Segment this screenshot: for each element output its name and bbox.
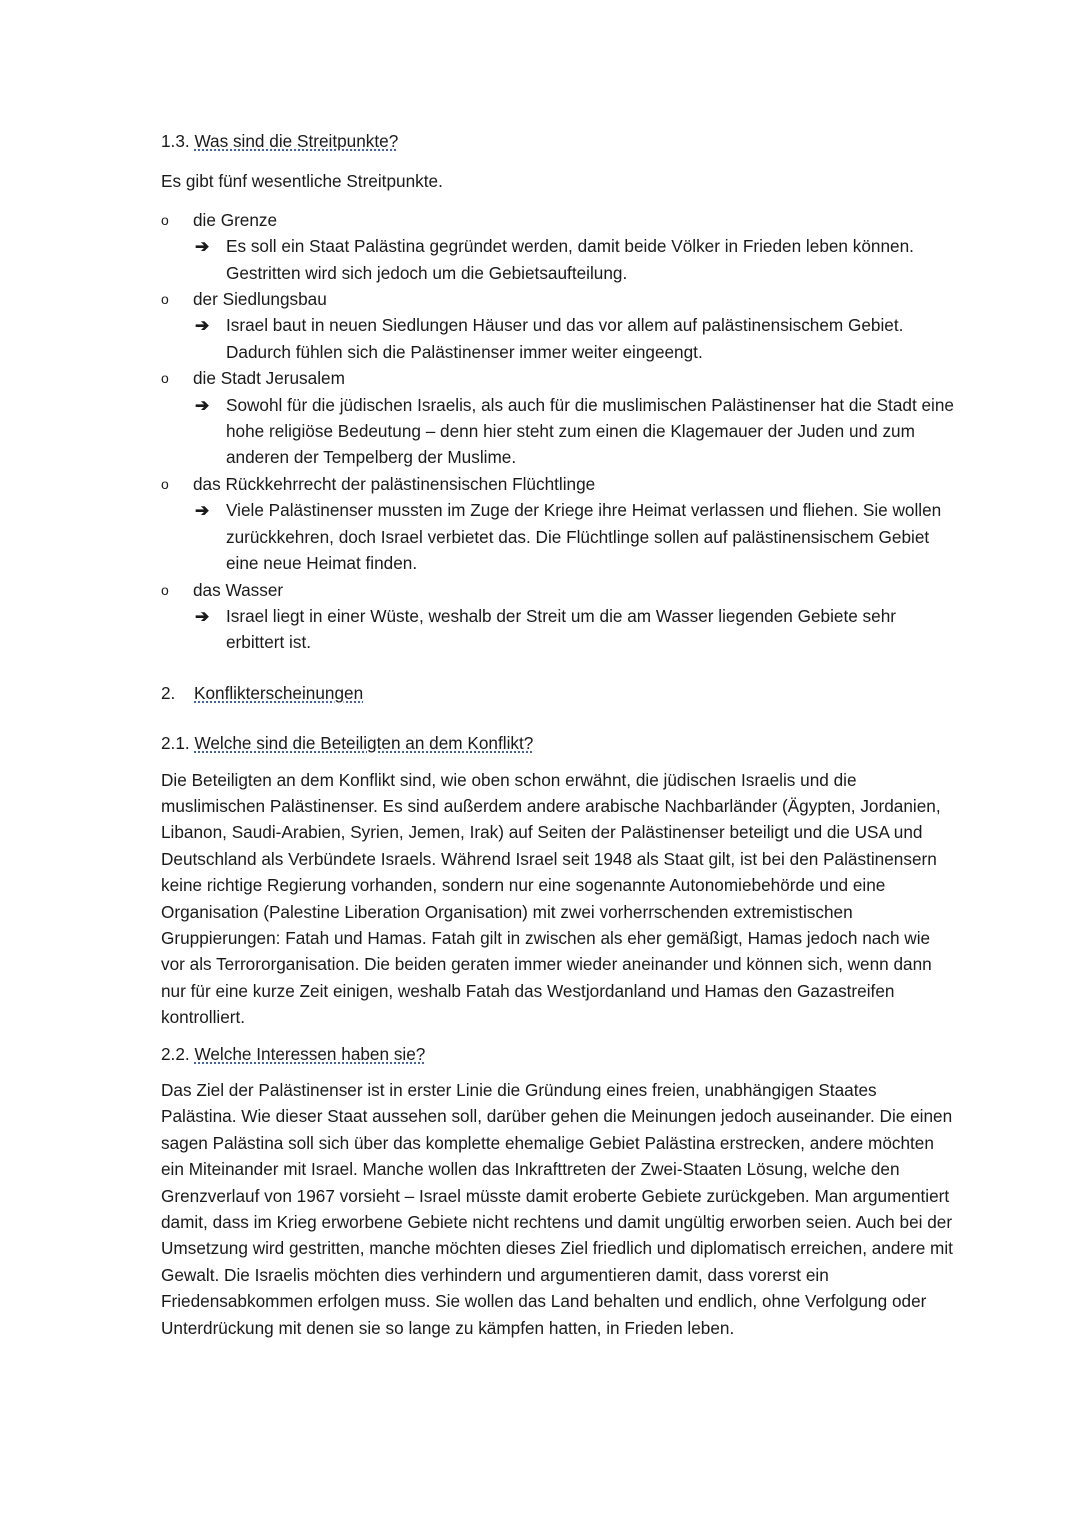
circle-bullet-icon: o [161,211,169,228]
list-item-label: der Siedlungsbau [193,289,327,310]
section-2-1-title: Welche sind die Beteiligten an dem Konflikt? [194,733,534,754]
list-item-detail [193,312,956,365]
list-item-detail [193,603,956,656]
section-2-1-body: Die Beteiligten an dem Konflikt sind, wie oben schon erwähnt, die jüdischen Israelis und die muslimischen Palästinenser. Es sind außerdem andere arabische Nachbarländer (Ägypten, Jordanien, Libanon, Saudi-Arabien, Syrien, Jemen, Irak) auf Seiten der Palästinenser beteiligt und die USA und Deutschland als Verbündete Israels. Während Israel seit 1948 als Staat gilt, ist bei den Palästinensern keine richtige Regierung vorhanden, sondern nur eine sogenannte Autonomiebehörde und eine Organisation (Palestine Liberation Organisation) mit zwei vorherrschenden extremistischen Gruppierungen: Fatah und Hamas. Fatah gilt in zwischen als eher gemäßigt, Hamas jedoch nach wie vor als Terrororganisation. Die beiden geraten immer wieder aneinander und können sich, wenn dann nur für eine kurze Zeit einigen, weshalb Fatah das Westjordanland und Hamas den Gazastreifen kontrolliert. [161,769,941,1028]
list-item-label: die Stadt Jerusalem [193,368,345,389]
arrow-right-icon: ➔ [195,394,210,415]
list-item-detail-text: Israel baut in neuen Siedlungen Häuser und das vor allem auf palästinensischem Gebiet. Dadurch fühlen sich die Palästinenser immer weiter eingeengt. [226,315,904,362]
circle-bullet-icon: o [161,291,169,308]
list-item-label: die Grenze [193,209,278,230]
section-2-heading [161,680,956,706]
section-1-3-title: Was sind die Streitpunkte? [194,131,399,151]
section-2-2-heading [161,1041,956,1067]
list-item-detail-text: Sowohl für die jüdischen Israelis, als auch für die muslimischen Palästinenser hat die Stadt eine hohe religiöse Bedeutung – denn hier steht zum einen die Klagemauer der Juden und zum anderen der Tempelberg der Muslime. [226,394,954,468]
arrow-right-icon: ➔ [195,605,210,626]
list-item [161,577,956,656]
section-2-number: 2. [161,682,176,703]
arrow-right-icon: ➔ [195,315,210,336]
section-1-3-number: 1.3. [161,131,190,151]
section-2-2-title: Welche Interessen haben sie? [194,1043,426,1064]
circle-bullet-icon: o [161,581,169,598]
list-item-label: das Rückkehrrecht der palästinensischen Flüchtlinge [193,473,596,494]
list-item-detail [193,392,956,471]
section-2-2-body: Das Ziel der Palästinenser ist in erster Linie die Gründung eines freien, unabhängigen Staates Palästina. Wie dieser Staat aussehen soll, darüber gehen die Meinungen jedoch auseinander. Die einen sagen Palästina soll sich über das komplette ehemalige Gebiet Palästina erstrecken, andere möchten ein Miteinander mit Israel. Manche wollen das Inkrafttreten der Zwei-Staaten Lösung, welche den Grenzverlauf von 1967 vorsieht – Israel müsste damit eroberte Gebiete zurückgeben. Man argumentiert damit, dass im Krieg erworbene Gebiete nicht rechtens und damit ungültig erworben seien. Auch bei der Umsetzung wird gestritten, manche möchten dieses Ziel friedlich und diplomatisch erreichen, andere mit Gewalt. Die Israelis möchten dies verhindern und argumentieren damit, dass vorerst ein Friedensabkommen erfolgen muss. Sie wollen das Land behalten und endlich, ohne Verfolgung oder Unterdrückung mit denen sie so lange zu kämpfen hatten, in Frieden leben. [161,1080,953,1338]
circle-bullet-icon: o [161,370,169,387]
list-item-detail-text: Viele Palästinenser mussten im Zuge der Kriege ihre Heimat verlassen und fliehen. Sie wollen zurückkehren, doch Israel verbietet das. Die Flüchtlinge sollen auf palästinensischem Gebiet eine neue Heimat finden. [226,500,942,574]
section-1-3-intro: Es gibt fünf wesentliche Streitpunkte. [161,171,443,192]
list-item [161,286,956,365]
list-item [161,207,956,286]
streitpunkte-list [161,207,956,656]
section-1-3-heading [161,128,956,154]
list-item [161,365,956,471]
list-item-detail [193,497,956,576]
document-page [161,128,956,1341]
arrow-right-icon: ➔ [195,236,210,257]
section-2-2-number: 2.2. [161,1043,190,1064]
circle-bullet-icon: o [161,475,169,492]
list-item-detail-text: Es soll ein Staat Palästina gegründet werden, damit beide Völker in Frieden leben können. Gestritten wird sich jedoch um die Gebietsaufteilung. [226,236,914,283]
section-2-1-heading [161,730,956,756]
list-item-label: das Wasser [193,579,284,600]
list-item-detail-text: Israel liegt in einer Wüste, weshalb der Streit um die am Wasser liegenden Gebiete sehr erbittert ist. [226,605,896,653]
list-item [161,471,956,577]
arrow-right-icon: ➔ [195,500,210,521]
list-item-detail [193,233,956,286]
section-2-title: Konflikterscheinungen [194,682,364,703]
section-2-1-number: 2.1. [161,733,190,754]
